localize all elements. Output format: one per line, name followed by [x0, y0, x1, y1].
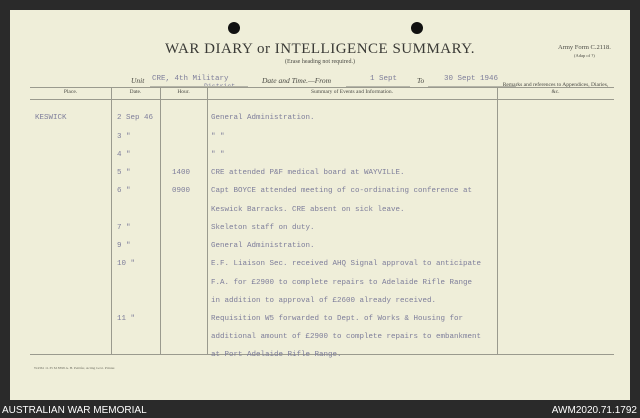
- entry-date: 5 ": [117, 169, 131, 177]
- entry-summary: Keswick Barracks. CRE absent on sick leave.: [211, 206, 405, 214]
- diary-sheet: [10, 10, 630, 400]
- entry-date: 4 ": [117, 151, 131, 159]
- entry-summary: Capt BOYCE attended meeting of co-ordinating conference at: [211, 187, 473, 195]
- page-title: WAR DIARY or INTELLIGENCE SUMMARY.: [165, 41, 475, 57]
- date-time-label: Date and Time.—From: [262, 76, 332, 85]
- entry-summary: additional amount of £2900 to complete repairs to embankment: [211, 333, 482, 341]
- unit-label: Unit: [131, 76, 145, 85]
- column-header-date: Date.: [129, 89, 142, 95]
- column-header-summary: Summary of Events and Information.: [310, 89, 394, 95]
- entry-summary: Skeleton staff on duty.: [211, 224, 315, 232]
- column-rule: [207, 87, 208, 354]
- entry-summary: CRE attended P&F medical board at WAYVILLE.: [211, 169, 405, 177]
- to-label: To: [417, 76, 425, 85]
- entry-date: 6 ": [117, 187, 131, 195]
- entry-summary: F.A. for £2900 to complete repairs to Adelaide Rifle Range: [211, 279, 473, 287]
- punch-hole: [411, 22, 423, 34]
- entry-summary: Requisition W5 forwarded to Dept. of Works & Housing for: [211, 315, 464, 323]
- entry-summary: at Port Adelaide Rifle Range.: [211, 351, 342, 359]
- credit-left: AUSTRALIAN WAR MEMORIAL: [2, 405, 147, 416]
- army-form-note: (Adap of ?): [574, 53, 595, 58]
- table-header-rule: [30, 99, 614, 100]
- column-header-hour: Hour.: [177, 89, 190, 95]
- credit-right: AWM2020.71.1792: [551, 405, 637, 416]
- entry-summary: " ": [211, 151, 225, 159]
- printer-note: W4361 11.35 M 8398 A. H. Pettifer, Acting Govt. Printer.: [34, 366, 116, 370]
- entry-hour: 0900: [172, 187, 191, 195]
- army-form-label: [558, 44, 611, 60]
- column-rule: [160, 87, 161, 354]
- entry-summary: General Administration.: [211, 242, 315, 250]
- column-header-place: Place.: [63, 89, 78, 95]
- entry-date: 11 ": [117, 315, 136, 323]
- date-from: 1 Sept: [370, 75, 398, 83]
- army-form-number: Army Form C.2118.: [558, 44, 611, 51]
- entry-summary: " ": [211, 133, 225, 141]
- entry-summary: General Administration.: [211, 114, 315, 122]
- column-rule: [497, 87, 498, 354]
- punch-hole: [228, 22, 240, 34]
- entry-summary: in addition to approval of £2600 already received.: [211, 297, 437, 305]
- entry-place: KESWICK: [35, 114, 67, 122]
- unit-value: CRE, 4th Military: [152, 75, 229, 83]
- entry-date: 10 ": [117, 260, 136, 268]
- column-header-remarks: Remarks and references to Appendices, Diaries, &c.: [502, 82, 609, 95]
- entry-date: 2 Sep 46: [117, 114, 154, 122]
- page-subtitle: (Erase heading not required.): [285, 59, 355, 65]
- entry-date: 9 ": [117, 242, 131, 250]
- column-rule: [111, 87, 112, 354]
- entry-hour: 1400: [172, 169, 191, 177]
- entry-summary: E.F. Liaison Sec. received AHQ Signal approval to anticipate: [211, 260, 482, 268]
- entry-date: 3 ": [117, 133, 131, 141]
- date-to: 30 Sept 1946: [444, 75, 499, 83]
- entry-date: 7 ": [117, 224, 131, 232]
